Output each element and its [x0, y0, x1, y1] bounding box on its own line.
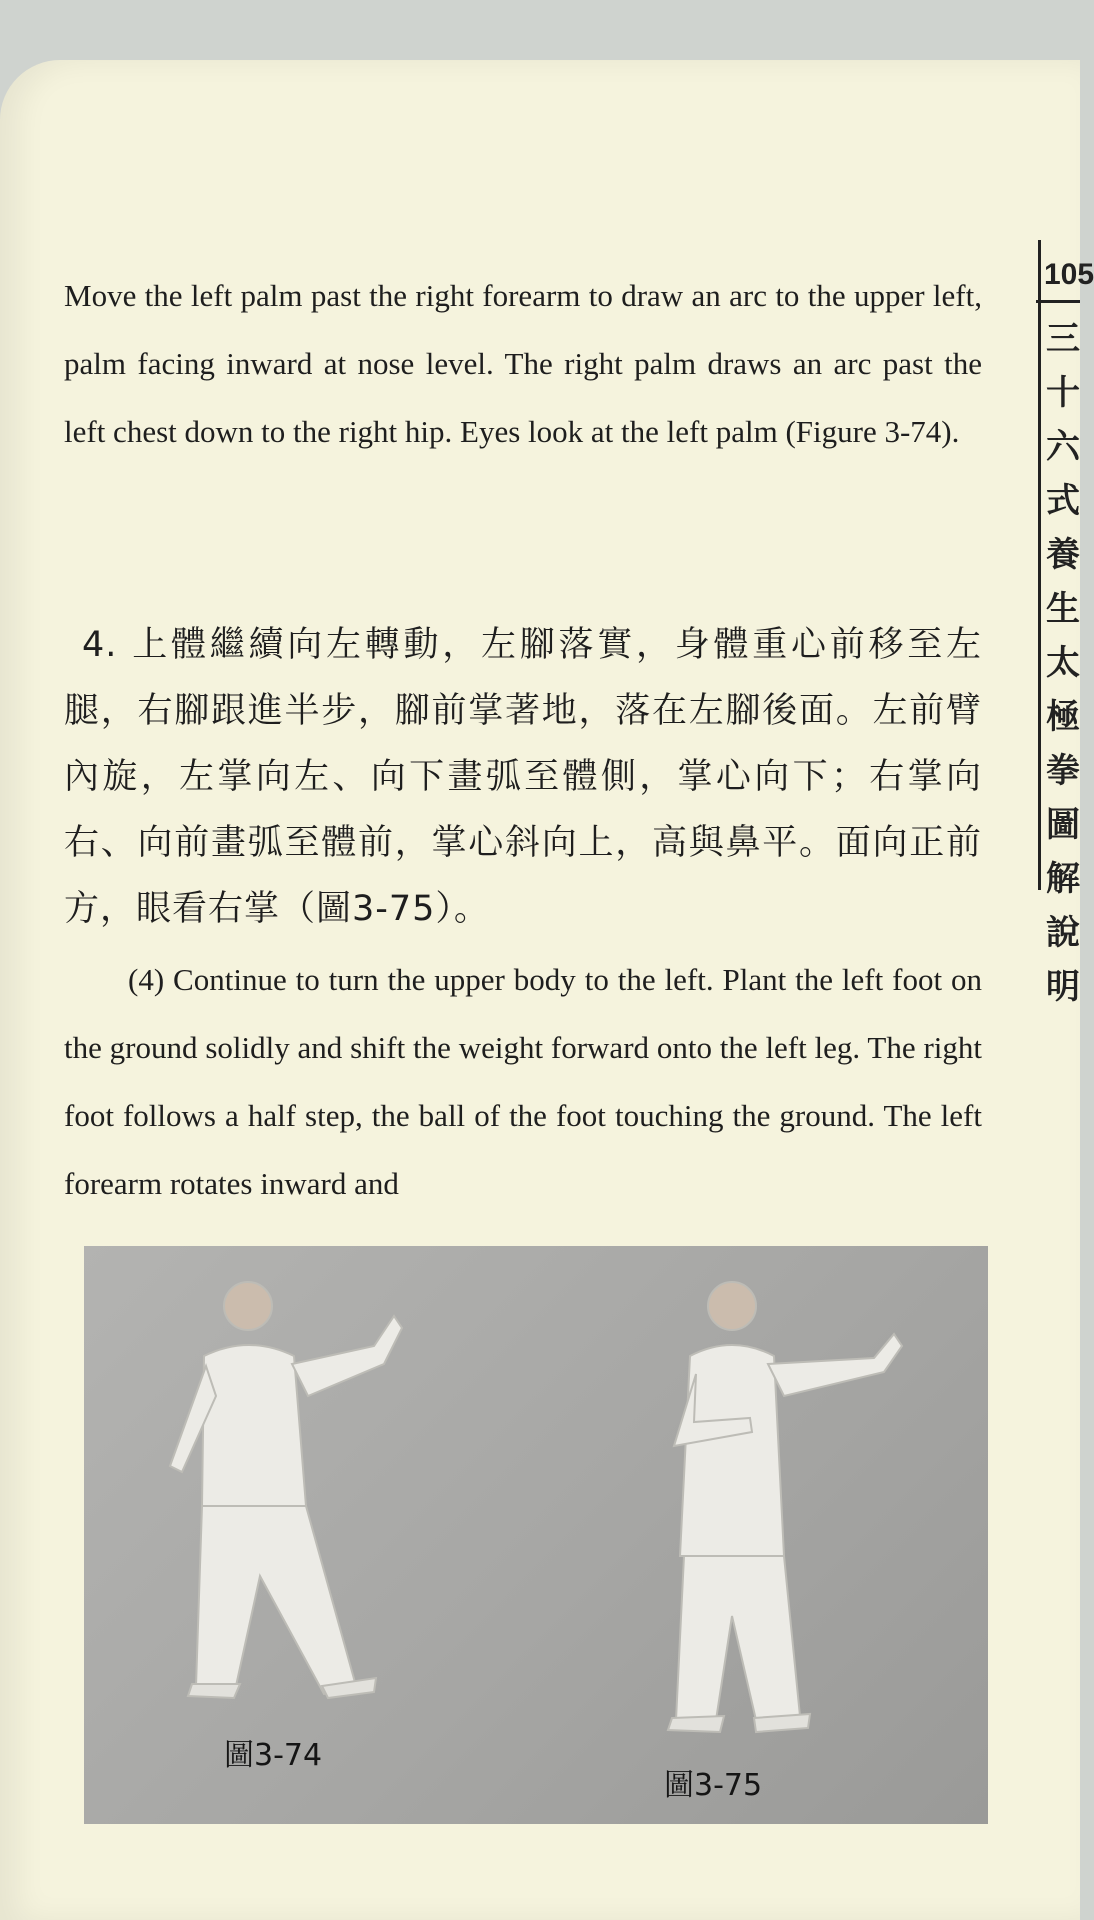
figure-3-74-person — [170, 1282, 402, 1698]
header-rule — [1036, 300, 1080, 303]
running-book-title: 三十六式養生太極拳圖解說明 — [1046, 319, 1080, 1007]
figure-illustrations — [84, 1246, 988, 1824]
paragraph-en-step-4: (4) Continue to turn the upper body to the left. Plant the left foot on the ground solidly and shift the weight forward onto the left leg. The right foot follows a half step, the ball of the foot touching the ground. The left forearm rotates inward and — [64, 962, 982, 1201]
figure-photo-panel — [84, 1246, 988, 1824]
figure-caption: 圖3-75 — [664, 1768, 763, 1803]
page-number: 105 — [1044, 258, 1094, 291]
margin-rule — [1038, 240, 1041, 890]
figure-caption: 圖3-74 — [224, 1738, 323, 1773]
paragraph-zh-step-4: 4. 上體繼續向左轉動，左腳落實，身體重心前移至左腿，右腳跟進半步，腳前掌著地，落在左腳後面。左前臂內旋，左掌向左、向下畫弧至體側，掌心向下；右掌向右、向前畫弧至體前，掌心斜向上，高與鼻平。面向正前方，眼看右掌（圖3-75）。 — [64, 625, 982, 929]
figure-3-75-person — [668, 1282, 902, 1732]
paragraph-en-step-3: Move the left palm past the right forearm to draw an arc to the upper left, palm facing inward at nose level. The right palm draws an arc past the left chest down to the right hip. Eyes look at the left palm (Figure 3-74). — [64, 278, 982, 449]
